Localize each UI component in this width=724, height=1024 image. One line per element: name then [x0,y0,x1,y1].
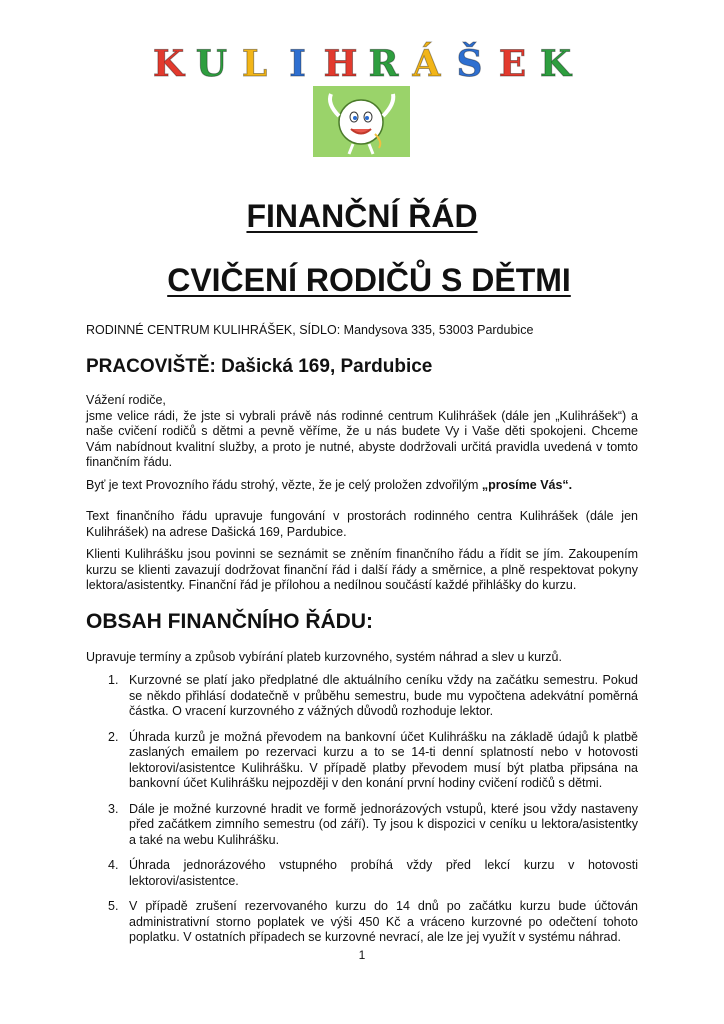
list-item [86,858,638,889]
kulihrasek-logo-text [0,44,724,86]
list-item-number: 2. [108,729,119,744]
logo-letter: K [152,43,185,85]
logo-letter: Š [456,43,483,85]
document-subtitle: CVIČENÍ RODIČŮ S DĚTMI [167,262,571,298]
list-item [86,673,638,720]
section-heading: OBSAH FINANČNÍHO ŘÁDU: [86,610,373,633]
logo-letter: R [368,43,399,85]
scope-paragraph: Text finančního řádu upravuje fungování v prostorách rodinného centra Kulihrášek (dále jen Kulihrášek) na adrese Dašická 169, Pardubice. [86,509,638,539]
list-item-text: V případě zrušení rezervovaného kurzu do 14 dnů po začátku kurzu bude účtován administrativní storno poplatek ve výši 450 Kč a vráceno kurzovné po odečtení tohoto poplatku. V ostatních případech se kurzovné nevrací, ale lze jej využít v systému náhrad. [129,899,638,944]
polite-text: Byť je text Provozního řádu strohý, vězte, že je celý proložen zdvořilým [86,478,482,492]
list-item-number: 5. [108,899,119,913]
obligation-paragraph: Klienti Kulihrášku jsou povinni se seznámit se zněním finančního řádu a řídit se jím. Zakoupením kurzu se klienti zavazují dodržovat finanční řád i další řády a směrnice, a plně respektovat pokyny lektora/asistentky. Finanční řád je přílohou a nedílnou součástí každé přihlášky do kurzu. [86,547,638,592]
greeting: Vážení rodiče, [86,393,166,407]
list-item-text: Úhrada jednorázového vstupného probíhá vždy před lekcí kurzu v hotovosti lektorovi/asistentce. [129,858,638,888]
organization-seat: RODINNÉ CENTRUM KULIHRÁŠEK, SÍDLO: Mandysova 335, 53003 Pardubice [86,323,534,337]
intro-paragraph [86,393,638,471]
logo-letter: H [323,43,358,85]
mascot-pea-logo [313,86,410,157]
polite-paragraph [86,478,638,494]
logo-letter: K [539,43,572,85]
list-item-number: 3. [108,801,119,816]
logo-letter: Á [412,43,441,85]
list-item-text: Úhrada kurzů je možná převodem na bankovní účet Kulihrášku na základě údajů k platbě zaslaných emailem po rezervaci kurzu a to se 14-ti denní splatností nebo v hotovosti lektorovi/asistentce Kulihrášku. V případě platby převodem musí být platba připsána na bankovní účet Kulihrášku nejpozději v den konání první hodiny cvičení rodičů s dětmi. [129,729,638,790]
list-item [86,730,638,792]
list-item-number: 4. [108,858,119,872]
numbered-list [86,673,638,956]
logo-letter: E [498,43,527,85]
document-title: FINANČNÍ ŘÁD [246,198,478,234]
page-number: 1 [358,948,366,962]
section-intro: Upravuje termíny a způsob vybírání plateb kurzovného, systém náhrad a slev u kurzů. [86,650,562,664]
mascot-pea-icon [313,86,410,157]
intro-text: jsme velice rádi, že jste si vybrali právě nás rodinné centrum Kulihrášek (dále jen „Kulihrášek“) a naše cvičení rodičů s dětmi a pevně věříme, že u nás budete Vy i Vaše děti spokojeni. Chceme Vám nabídnout kvalitní služby, a proto je nutné, abyste dodržovali určitá pravidla uvedená v tomto finančním řádu. [86,408,638,469]
logo-letter: L [241,43,268,85]
logo-letter: I [289,43,306,85]
list-item [86,899,638,946]
logo-letter: U [195,43,228,85]
workplace-heading: PRACOVIŠTĚ: Dašická 169, Pardubice [86,356,433,377]
list-item-text: Kurzovné se platí jako předplatné dle aktuálního ceníku vždy na začátku semestru. Pokud se někdo přihlásí dodatečně v průběhu semestru, bude mu vypočtena adekvátní poměrná částka. O vracení kurzovného z vážných důvodů rozhoduje lektor. [129,673,638,718]
list-item-text: Dále je možné kurzovné hradit ve formě jednorázových vstupů, které jsou vždy nastaveny před začátkem zimního semestru (od září). Ty jsou k dispozici v ceníku u lektora/asistentky a také na webu Kulihrášku. [129,801,638,847]
polite-bold-text: „prosíme Vás“. [481,478,573,492]
list-item [86,802,638,849]
list-item-number: 1. [108,673,119,687]
